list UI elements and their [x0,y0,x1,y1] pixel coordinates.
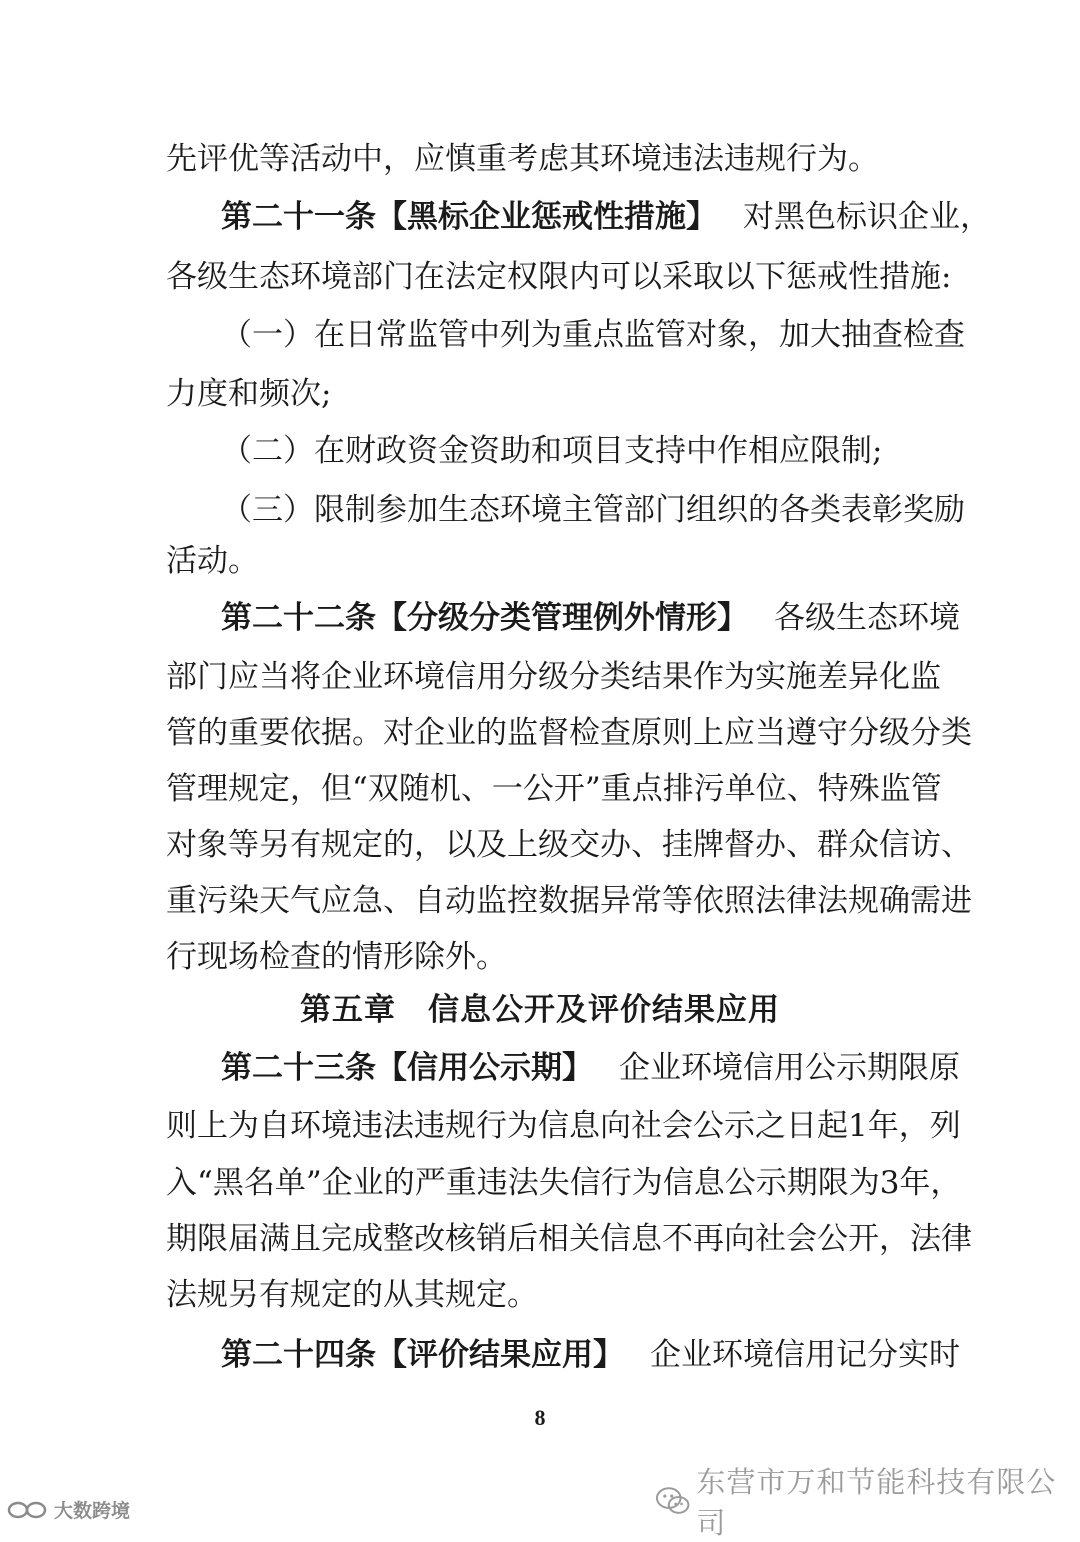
article-21-line [221,197,991,237]
article-22-line [221,598,960,638]
paragraph-line: 管的重要依据。对企业的监督检查原则上应当遵守分级分类 [166,715,972,751]
brand-watermark [6,1496,130,1523]
chapter-title: 第五章 信息公开及评价结果应用 [300,992,780,1028]
article-23-text: 企业环境信用公示期限原 [619,1050,960,1086]
paragraph-line: （三）限制参加生态环境主管部门组织的各类表彰奖励 [221,492,965,528]
paragraph-line: 重污染天气应急、自动监控数据异常等依照法律法规确需进 [166,883,972,919]
paragraph-line: 活动。 [166,543,259,579]
paragraph-line: 入“黑名单”企业的严重违法失信行为信息公示期限为3年， [166,1165,962,1201]
paragraph-line: 期限届满且完成整改核销后相关信息不再向社会公开，法律 [166,1221,972,1257]
paragraph-line: 先评优等活动中，应慎重考虑其环境违法违规行为。 [166,141,879,177]
company-name: 东营市万和节能科技有限公司 [696,1465,1057,1540]
article-21-heading: 第二十一条【黑标企业惩戒性措施】 [221,199,717,235]
paragraph-line: 部门应当将企业环境信用分级分类结果作为实施差异化监 [166,659,941,695]
article-24-line [221,1335,960,1375]
paragraph-line: （二）在财政资金资助和项目支持中作相应限制; [221,433,883,469]
article-22-heading: 第二十二条【分级分类管理例外情形】 [221,600,748,636]
article-22-text: 各级生态环境 [774,600,960,636]
loop-icon [6,1500,50,1520]
wechat-icon [655,1486,690,1516]
paragraph-line: 则上为自环境违法违规行为信息向社会公示之日起1年，列 [166,1108,961,1144]
paragraph-line: 行现场检查的情形除外。 [166,939,507,975]
paragraph-line: 对象等另有规定的，以及上级交办、挂牌督办、群众信访、 [166,827,972,863]
paragraph-line: 法规另有规定的从其规定。 [166,1277,538,1313]
paragraph-line: 管理规定，但“双随机、一公开”重点排污单位、特殊监管 [166,771,942,807]
page-number: 8 [534,1405,546,1430]
brand-name: 大数跨境 [54,1500,131,1522]
article-23-heading: 第二十三条【信用公示期】 [221,1050,593,1086]
company-watermark [655,1460,1080,1542]
paragraph-line: 力度和频次; [166,376,332,412]
article-24-text: 企业环境信用记分实时 [650,1337,960,1373]
article-23-line [221,1048,960,1088]
paragraph-line: 各级生态环境部门在法定权限内可以采取以下惩戒性措施: [166,259,952,295]
paragraph-line: （一）在日常监管中列为重点监管对象，加大抽查检查 [221,317,965,353]
article-24-heading: 第二十四条【评价结果应用】 [221,1337,624,1373]
article-21-text: 对黑色标识企业， [743,199,991,235]
